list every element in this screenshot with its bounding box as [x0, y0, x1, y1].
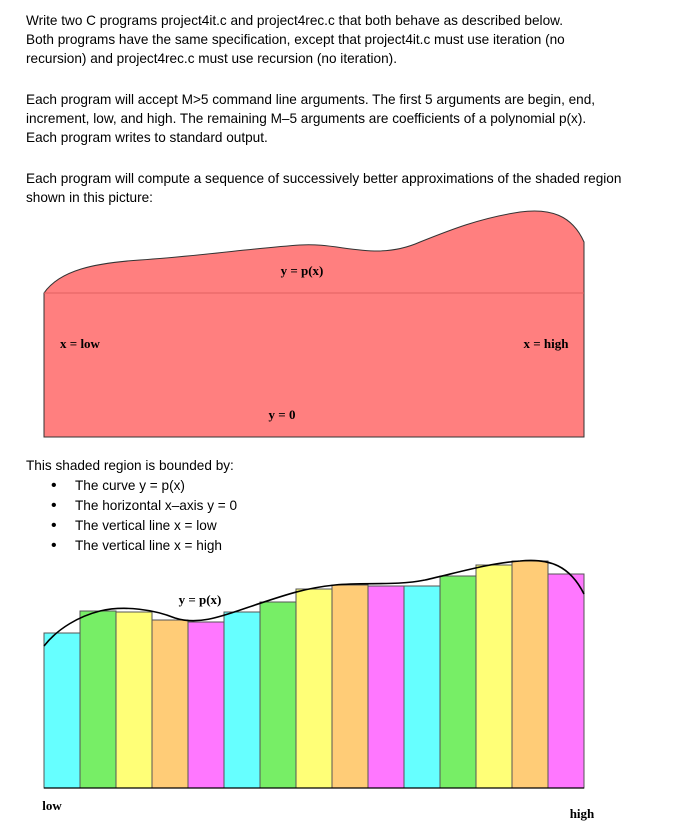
approximation-bar — [188, 622, 224, 788]
compute-line-2: shown in this picture: — [26, 190, 153, 205]
intro-paragraph — [26, 11, 676, 68]
bounded-intro: This shaded region is bounded by: — [26, 458, 234, 473]
curve-label: y = p(x) — [178, 592, 222, 607]
approximation-bar — [548, 574, 584, 788]
compute-line-1: Each program will compute a sequence of successively better approximations of the shaded region — [26, 171, 622, 186]
shaded-region — [44, 211, 584, 437]
bounds-item: • The vertical line x = high — [48, 536, 237, 556]
approximation-bar — [44, 633, 80, 788]
args-line-2: increment, low, and high. The remaining M–5 arguments are coefficients of a polynomial p(x). — [26, 111, 587, 126]
approximation-bar — [296, 589, 332, 788]
approximation-bar — [116, 612, 152, 788]
approximation-bar — [152, 620, 188, 788]
bounds-item: • The vertical line x = low — [48, 516, 237, 536]
curve-label: y = p(x) — [280, 263, 324, 278]
approximation-bar — [368, 586, 404, 788]
args-line-1: Each program will accept M>5 command line arguments. The first 5 arguments are begin, end, — [26, 92, 596, 107]
high-bound-label: x = high — [523, 336, 569, 351]
shaded-region-figure — [0, 200, 684, 445]
approximation-bar — [260, 602, 296, 788]
bounds-list — [48, 476, 237, 556]
high-label: high — [569, 806, 595, 821]
intro-line-3: recursion) and project4rec.c must use recursion (no iteration). — [26, 51, 397, 66]
intro-line-1: Write two C programs project4it.c and project4rec.c that both behave as described below. — [26, 13, 563, 28]
approximation-bar — [80, 611, 116, 788]
bounds-item: • The curve y = p(x) — [48, 476, 237, 496]
approximation-bar — [476, 565, 512, 788]
axis-label: y = 0 — [268, 407, 296, 422]
low-bound-label: x = low — [60, 336, 100, 351]
args-line-3: Each program writes to standard output. — [26, 130, 268, 145]
bounds-item: • The horizontal x–axis y = 0 — [48, 496, 237, 516]
intro-line-2: Both programs have the same specification, except that project4it.c must use iteration (no — [26, 32, 565, 47]
approximation-bar — [512, 561, 548, 788]
approximation-bar — [332, 585, 368, 788]
riemann-sum-figure — [0, 548, 684, 833]
arguments-paragraph — [26, 90, 676, 147]
low-label: low — [42, 798, 62, 813]
approximation-bar — [404, 586, 440, 788]
approximation-bars — [44, 561, 584, 788]
approximation-bar — [224, 612, 260, 788]
approximation-bar — [440, 576, 476, 788]
